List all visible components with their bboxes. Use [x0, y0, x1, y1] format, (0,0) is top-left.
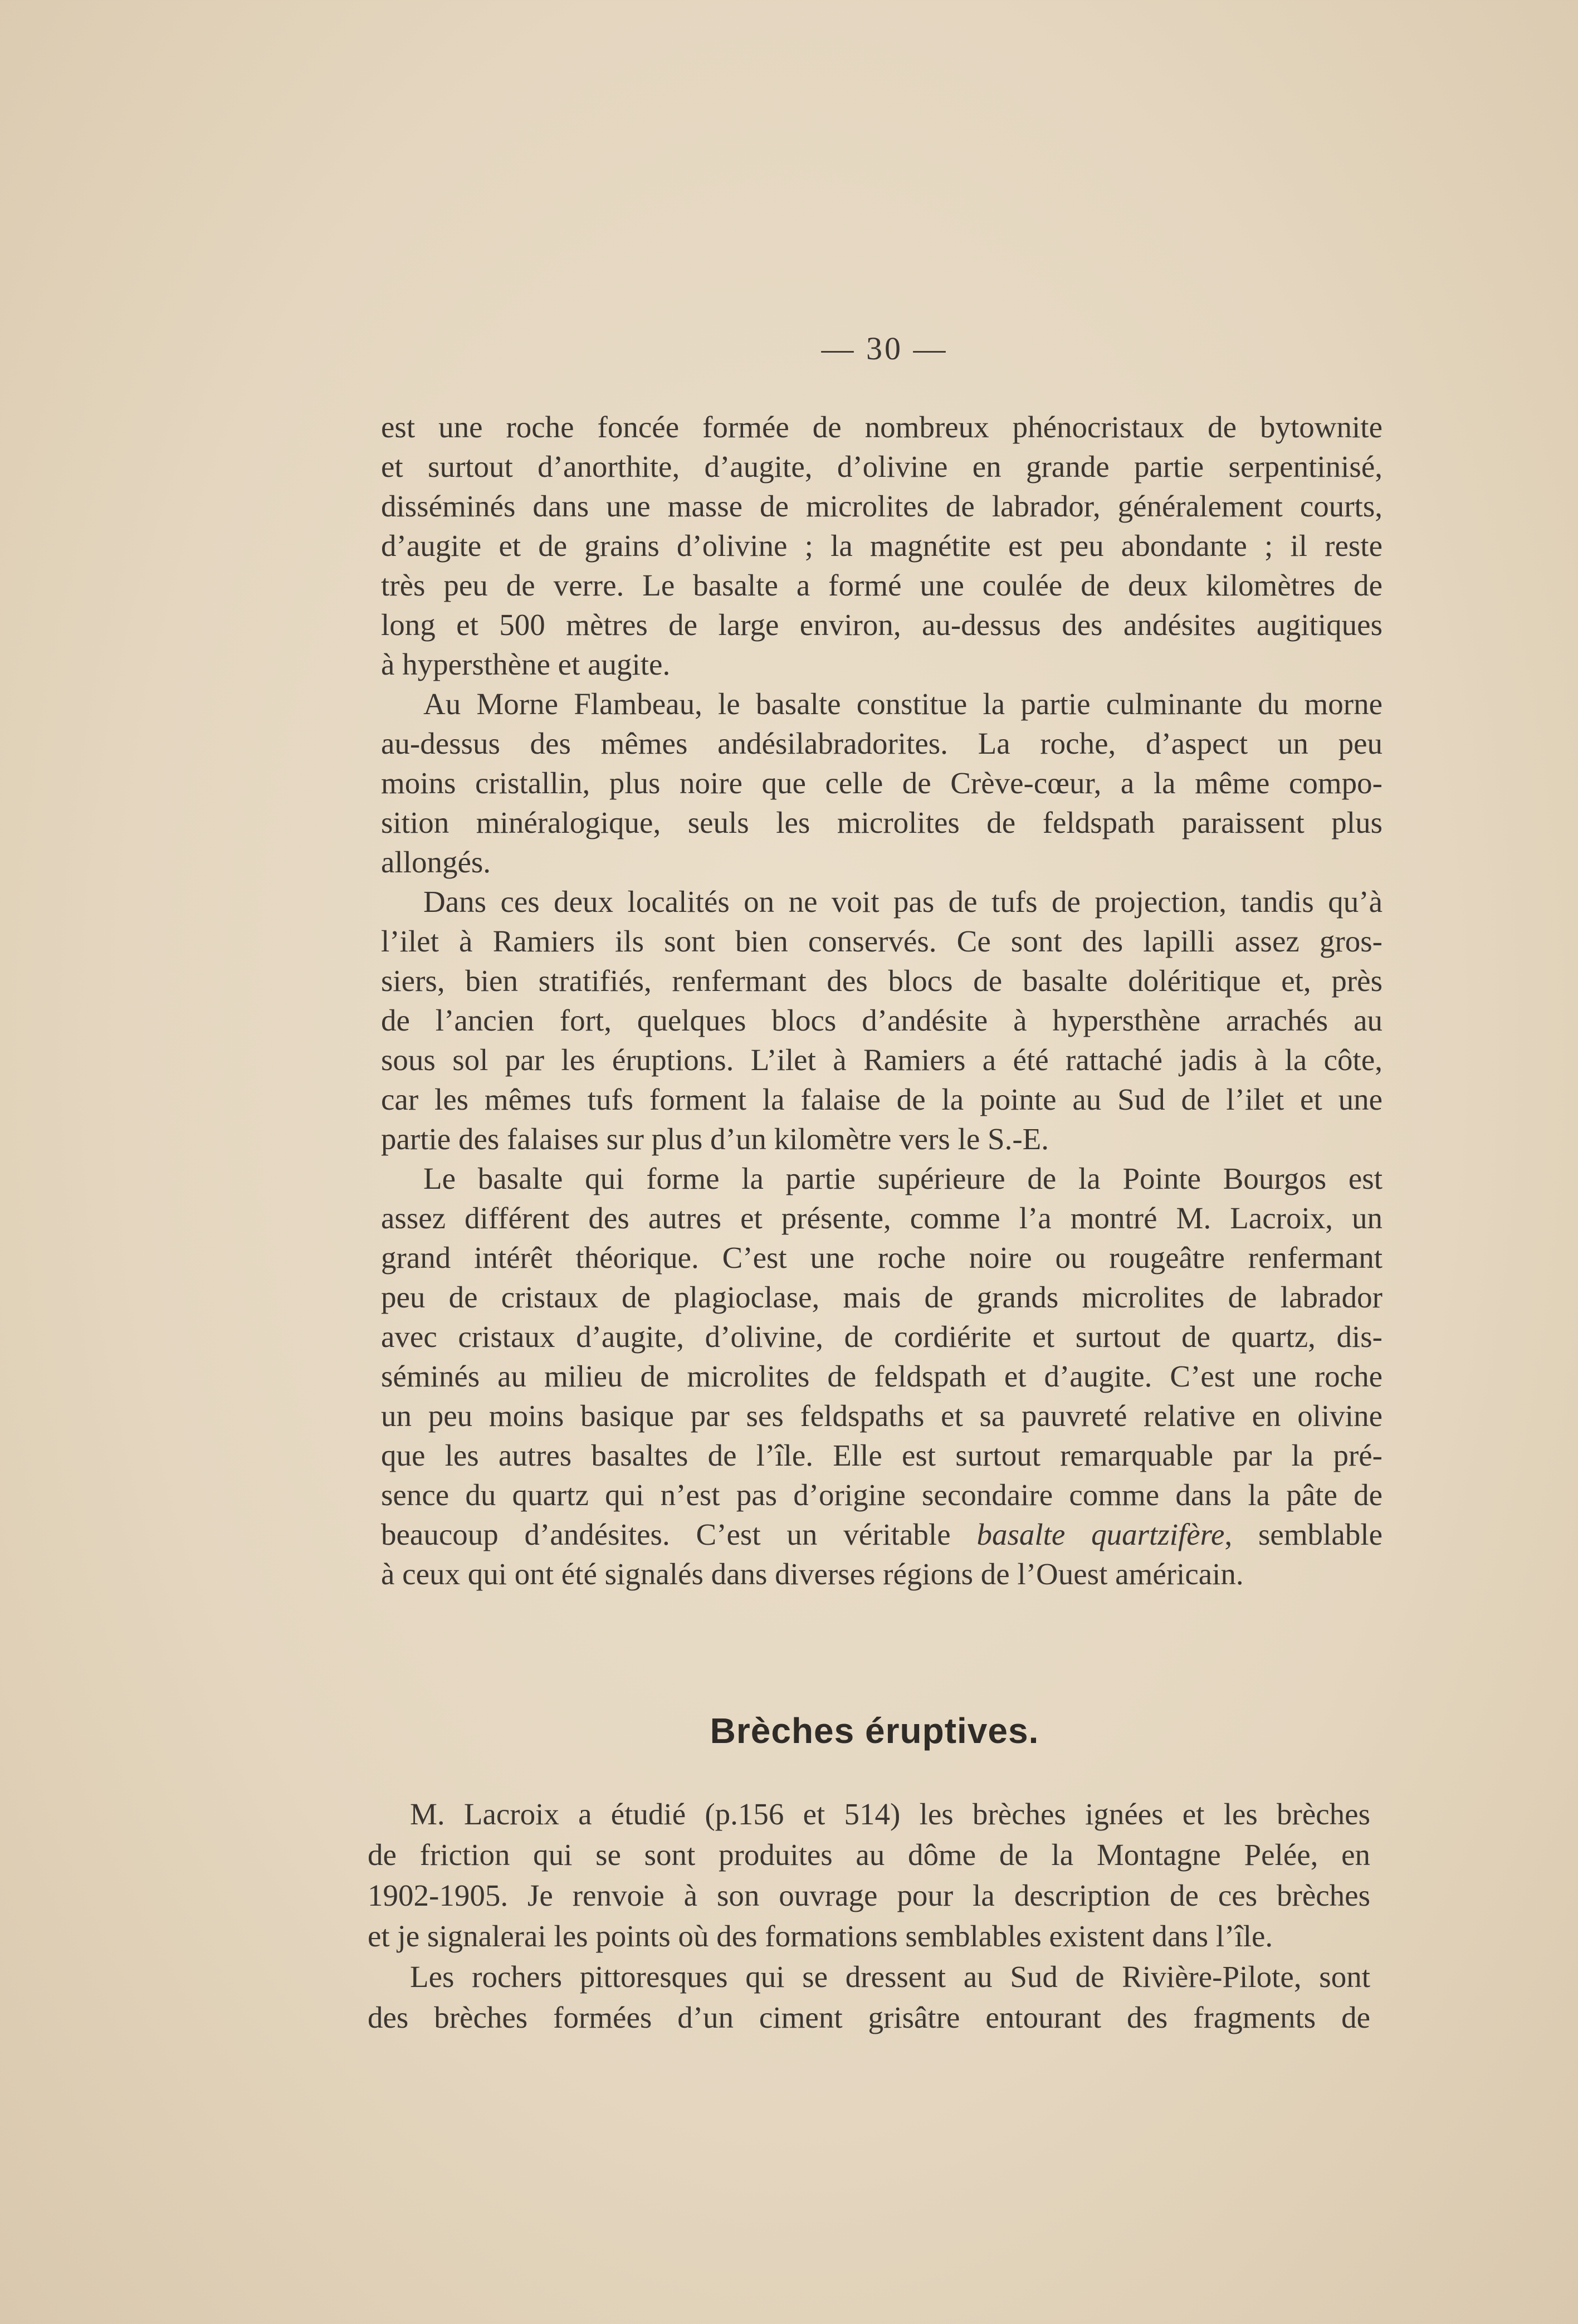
text-line: d’augite et de grains d’olivine ; la magnétite est peu abondante ; il reste: [381, 529, 1382, 563]
text-line: et surtout d’anorthite, d’augite, d’olivine en grande partie serpentinisé,: [381, 450, 1382, 484]
text-line: [381, 1515, 1382, 1554]
text-segment: , semblable: [1224, 1517, 1383, 1551]
text-line: 1902-1905. Je renvoie à son ouvrage pour la description de ces brèches: [368, 1878, 1370, 1912]
text-line: à ceux qui ont été signalés dans diverses régions de l’Ouest américain.: [381, 1557, 1244, 1591]
paragraph: [381, 407, 1382, 684]
text-line: au-dessus des mêmes andésilabradorites. La roche, d’aspect un peu: [381, 726, 1382, 760]
text-segment: beaucoup d’andésites. C’est un véritable: [381, 1517, 977, 1551]
text-line: partie des falaises sur plus d’un kilomètre vers le S.-E.: [381, 1122, 1049, 1156]
text-line: et je signalerai les points où des formations semblables existent dans l’île.: [368, 1919, 1273, 1953]
text-line: Dans ces deux localités on ne voit pas de tufs de projection, tandis qu’à: [423, 885, 1382, 919]
text-line: de friction qui se sont produites au dôme de la Montagne Pelée, en: [368, 1838, 1370, 1872]
text-line: Le basalte qui forme la partie supérieure de la Pointe Bourgos est: [423, 1161, 1382, 1195]
text-line: M. Lacroix a étudié (p.156 et 514) les brèches ignées et les brèches: [410, 1797, 1370, 1831]
text-line: est une roche foncée formée de nombreux phénocristaux de bytownite: [381, 410, 1382, 444]
text-line: de l’ancien fort, quelques blocs d’andésite à hypersthène arrachés au: [381, 1003, 1382, 1037]
text-line: des brèches formées d’un ciment grisâtre entourant des fragments de: [368, 2000, 1370, 2034]
text-line: peu de cristaux de plagioclase, mais de grands microlites de labrador: [381, 1280, 1382, 1314]
text-line: que les autres basaltes de l’île. Elle est surtout remarquable par la pré-: [381, 1438, 1382, 1472]
text-line: séminés au milieu de microlites de feldspath et d’augite. C’est une roche: [381, 1359, 1382, 1393]
text-line: très peu de verre. Le basalte a formé une coulée de deux kilomètres de: [381, 568, 1382, 602]
text-line: disséminés dans une masse de microlites de labrador, généralement courts,: [381, 489, 1382, 523]
text-line: à hypersthène et augite.: [381, 647, 671, 681]
text-line: moins cristallin, plus noire que celle de Crève-cœur, a la même compo-: [381, 766, 1382, 800]
text-line: sition minéralogique, seuls les microlites de feldspath paraissent plus: [381, 805, 1382, 839]
paragraph: [381, 684, 1382, 882]
text-line: assez différent des autres et présente, comme l’a montré M. Lacroix, un: [381, 1201, 1382, 1235]
paragraph: [381, 882, 1382, 1159]
text-line: grand intérêt théorique. C’est une roche noire ou rougeâtre renfermant: [381, 1241, 1382, 1275]
section-heading: Brèches éruptives.: [710, 1711, 1039, 1751]
text-line: avec cristaux d’augite, d’olivine, de cordiérite et surtout de quartz, dis-: [381, 1320, 1382, 1354]
paragraph: [381, 1159, 1382, 1594]
text-line: long et 500 mètres de large environ, au-dessus des andésites augitiques: [381, 608, 1382, 642]
text-line: l’ilet à Ramiers ils sont bien conservés. Ce sont des lapilli assez gros-: [381, 924, 1382, 958]
paragraph: [368, 1956, 1370, 2038]
text-line: sous sol par les éruptions. L’ilet à Ramiers a été rattaché jadis à la côte,: [381, 1043, 1382, 1077]
text-line: allongés.: [381, 845, 491, 879]
paragraph: [368, 1794, 1370, 1956]
section-1-body: [381, 407, 1382, 1594]
text-line: Au Morne Flambeau, le basalte constitue la partie culminante du morne: [423, 687, 1382, 721]
text-line: Les rochers pittoresques qui se dressent au Sud de Rivière-Pilote, sont: [410, 1960, 1370, 1994]
text-line: car les mêmes tufs forment la falaise de la pointe au Sud de l’ilet et une: [381, 1082, 1382, 1116]
text-line: siers, bien stratifiés, renfermant des blocs de basalte doléritique et, près: [381, 964, 1382, 998]
text-line: un peu moins basique par ses feldspaths et sa pauvreté relative en olivine: [381, 1399, 1382, 1433]
text-line: sence du quartz qui n’est pas d’origine secondaire comme dans la pâte de: [381, 1478, 1382, 1512]
page-number: — 30 —: [821, 330, 948, 367]
italic-term: basalte quartzifère: [976, 1517, 1225, 1551]
section-2-body: [368, 1794, 1370, 2038]
